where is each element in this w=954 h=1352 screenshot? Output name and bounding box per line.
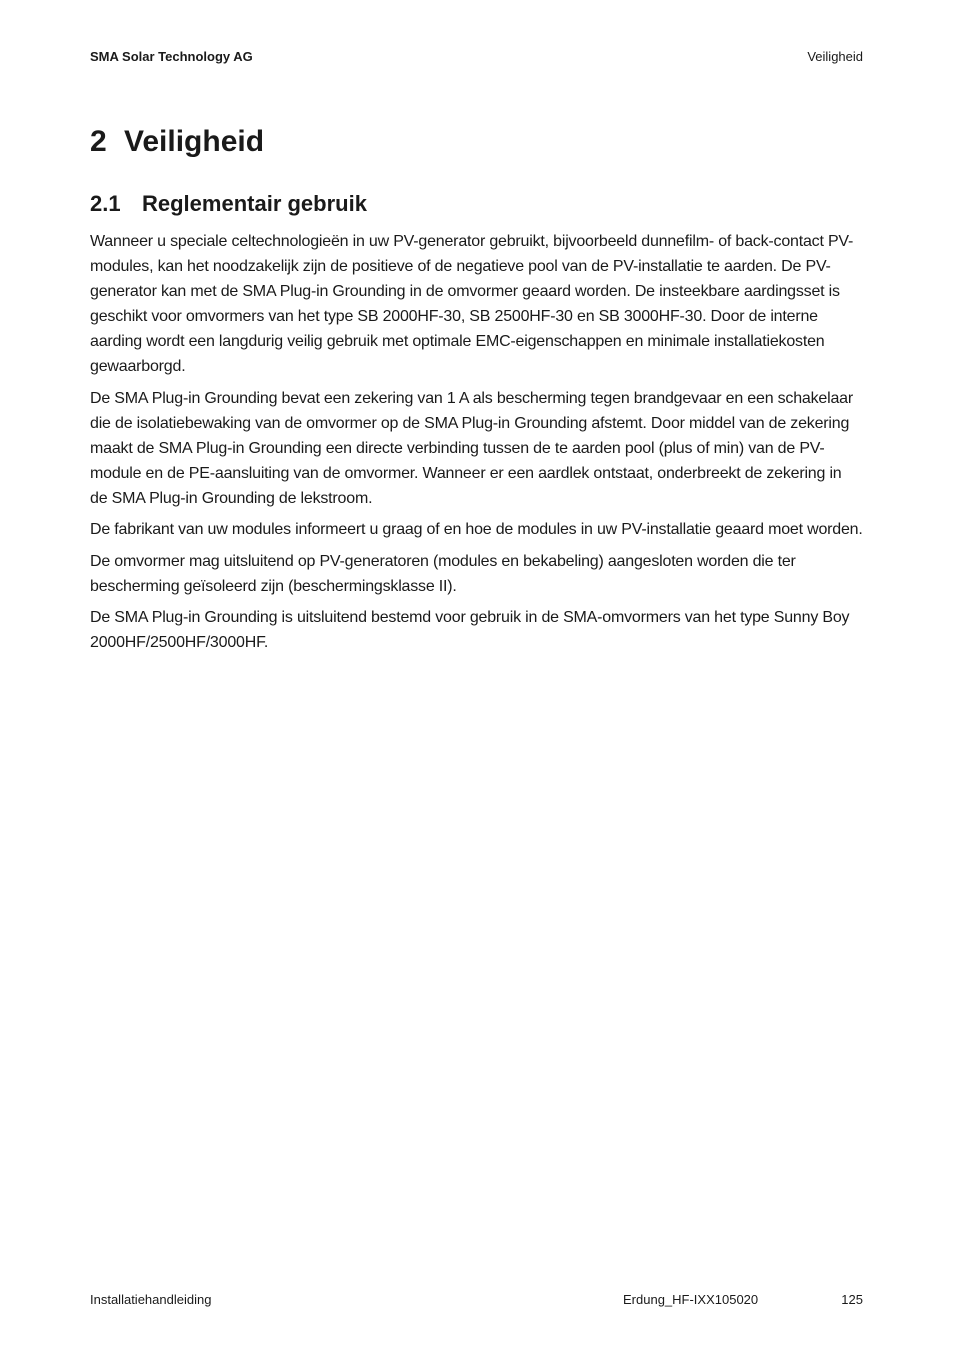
paragraph: De SMA Plug-in Grounding is uitsluitend bestemd voor gebruik in de SMA-omvormers van het type Sunny Boy 2000HF/2500HF/3000HF.	[90, 609, 850, 651]
page-header	[90, 49, 863, 69]
chapter-title	[90, 122, 264, 162]
section-number: 2.1	[90, 191, 121, 216]
paragraph: De SMA Plug-in Grounding bevat een zekering van 1 A als bescherming tegen brandgevaar en een schakelaar die de isolatiebewaking van de omvormer op de SMA Plug-in Grounding afstemt. Door middel van de zekering maakt de SMA Plug-in Grounding een directe verbinding tussen de te aarden pool (plus of min) van de PV-module en de PE-aansluiting van de omvormer. Wanneer er een aardlek ontstaat, onderbreekt de zekering in de SMA Plug-in Grounding de lekstroom.	[90, 389, 854, 507]
page-footer	[90, 1292, 863, 1312]
page-number: 125	[841, 1292, 863, 1307]
footer-doc-id: Erdung_HF-IXX105020	[623, 1292, 759, 1307]
header-company: SMA Solar Technology AG	[90, 49, 253, 64]
chapter-title-text: Veiligheid	[124, 125, 265, 158]
section-title-text: Reglementair gebruik	[142, 191, 367, 216]
paragraph: De omvormer mag uitsluitend op PV-generatoren (modules en bekabeling) aangesloten worden die ter bescherming geïsoleerd zijn (beschermingsklasse II).	[90, 552, 796, 595]
paragraph: De fabrikant van uw modules informeert u graag of en hoe de modules in uw PV-installatie geaard moet worden.	[90, 521, 863, 538]
header-chapter: Veiligheid	[807, 49, 863, 64]
footer-manual: Installatiehandleiding	[90, 1292, 212, 1307]
section-title	[90, 189, 367, 219]
chapter-number: 2	[90, 125, 107, 158]
body-text	[90, 229, 863, 662]
paragraph: Wanneer u speciale celtechnologieën in uw PV-generator gebruikt, bijvoorbeeld dunnefilm- of back-contact PV-modules, kan het noodzakelijk zijn de positieve of de negatieve pool van de PV-installatie te aarden. De PV-generator kan met de SMA Plug-in Grounding in de omvormer geaard worden. De insteekbare aardingsset is geschikt voor omvormers van het type SB 2000HF-30, SB 2500HF-30 en SB 3000HF-30. Door de interne aarding wordt een langdurig veilig gebruik met optimale EMC-eigenschappen en minimale installatiekosten gewaarborgd.	[90, 233, 854, 375]
